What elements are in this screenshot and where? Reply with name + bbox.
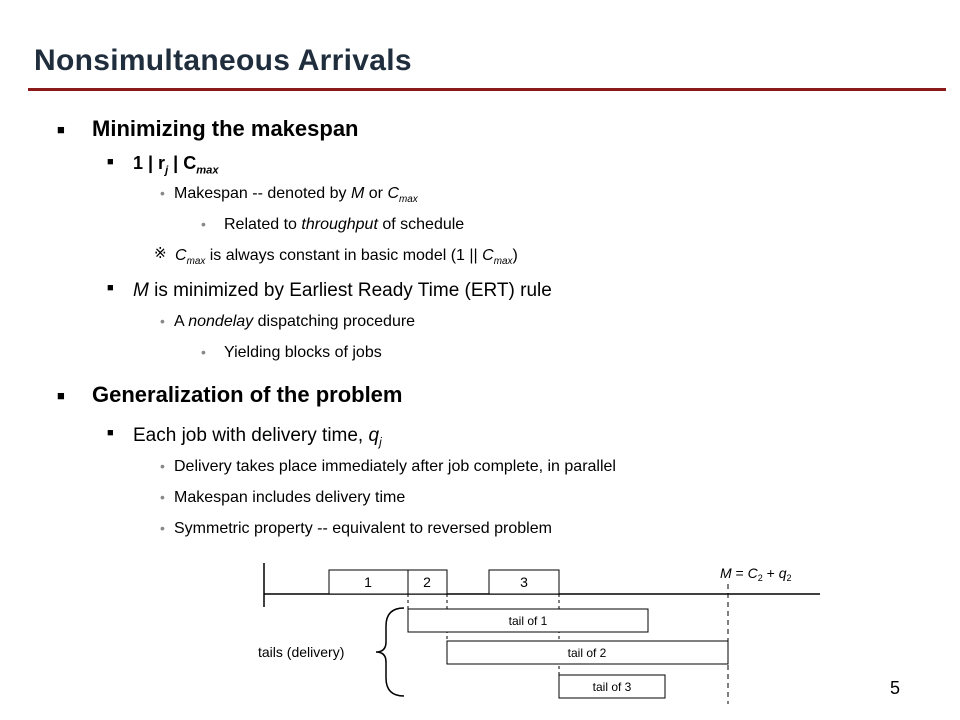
nondelay-note: A nondelay dispatching procedure	[174, 313, 416, 330]
reference-mark-icon: ※	[154, 245, 167, 262]
section-heading-makespan: Minimizing the makespan	[92, 116, 359, 141]
square-bullet-icon: ■	[107, 427, 114, 439]
job-label-1: 1	[364, 574, 372, 590]
slide-title: Nonsimultaneous Arrivals	[34, 44, 412, 77]
dot-bullet-icon: •	[160, 185, 165, 201]
tail-label-1: tail of 1	[508, 614, 548, 628]
delivery-bullet-2: Makespan includes delivery time	[174, 489, 406, 506]
dot-bullet-icon: •	[160, 489, 165, 505]
tail-label-3: tail of 3	[592, 680, 632, 694]
blocks-note: Yielding blocks of jobs	[224, 344, 382, 361]
square-bullet-icon: ■	[107, 156, 114, 168]
page-number: 5	[890, 678, 901, 698]
job-label-2: 2	[423, 574, 431, 590]
dot-bullet-icon: •	[160, 313, 165, 329]
makespan-formula: $M = C_2 + q_2$	[720, 565, 792, 583]
tail-label-2: tail of 2	[567, 646, 607, 660]
tails-brace-label: tails (delivery)	[258, 644, 345, 660]
section-heading-generalization: Generalization of the problem	[92, 382, 403, 407]
tails-brace	[376, 608, 404, 696]
delivery-time-line: Each job with delivery time, $q_j$	[133, 425, 382, 449]
dot-bullet-icon: •	[160, 458, 165, 474]
job-label-3: 3	[520, 574, 528, 590]
dot-bullet-icon: •	[201, 216, 206, 232]
square-bullet-icon: ■	[107, 282, 114, 294]
dot-bullet-icon: •	[160, 520, 165, 536]
ert-rule-line: M is minimized by Earliest Ready Time (ERT) rule	[133, 280, 552, 301]
delivery-bullet-1: Delivery takes place immediately after job complete, in parallel	[174, 458, 616, 475]
square-bullet-icon: ■	[57, 122, 65, 137]
makespan-definition: Makespan -- denoted by M or $C_{max}$	[174, 185, 418, 206]
dot-bullet-icon: •	[201, 344, 206, 360]
throughput-note: Related to throughput of schedule	[224, 216, 465, 233]
problem-notation: 1 | $r_j$ | $C_{max}$	[133, 153, 219, 177]
square-bullet-icon: ■	[57, 388, 65, 403]
delivery-bullet-3: Symmetric property -- equivalent to reversed problem	[174, 520, 552, 537]
constant-note: $C_{max}$ is always constant in basic model (1 || $C_{max}$)	[175, 247, 518, 268]
